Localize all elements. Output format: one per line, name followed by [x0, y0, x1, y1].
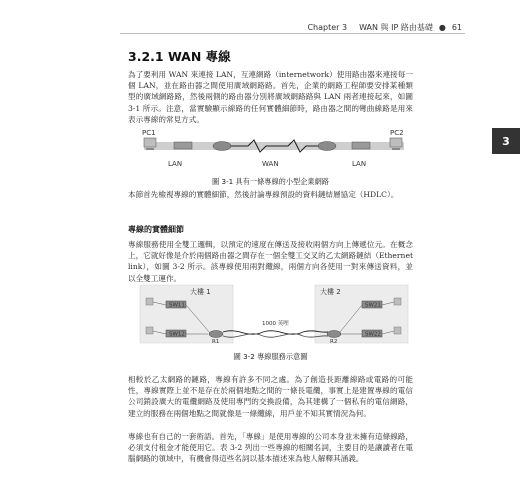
- paragraph-section-overview: 本節首先檢視專線的實體細節，然後討論專線預設的資料鏈結層協定（HDLC）。: [128, 190, 399, 199]
- pc-icon: [146, 298, 153, 305]
- lan-left-label: LAN: [168, 160, 183, 168]
- sw22-label: SW22: [365, 331, 381, 338]
- pc-icon: [146, 327, 153, 334]
- r1-label: R1: [212, 339, 220, 345]
- building-2-label: 大樓 2: [320, 288, 341, 296]
- building-1-label: 大樓 1: [190, 288, 211, 296]
- pc1-label: PC1: [142, 129, 156, 137]
- section-title: 3.2.1 WAN 專線: [128, 49, 231, 64]
- paragraph-intro: 為了要利用 WAN 來連接 LAN，互連網路（internetwork）使用路由器來連接每一個 LAN，並在路由器之間使用廣域網路路。首先，企業的網路工程師要安排某種類型的廣域網路路，然後兩側的路由器分別將廣域網路路與 LAN 兩者連接起來，如圖 3-1 所示。注意，當實驗顯示線路的任何實體細節時，路由器之間的彎曲線路是用來表示專線的常見方式。: [128, 70, 413, 124]
- router-r2-icon: [327, 331, 341, 338]
- page-number: 61: [451, 23, 462, 32]
- sw11-label: SW11: [169, 302, 185, 309]
- pc-icon: [394, 327, 401, 334]
- paragraph-full-duplex: 專線服務使用全雙工邏輯，以預定的速度在傳送及接收兩個方向上傳遞位元。在概念上，它就好像是介於兩個路由器之間存在一個全雙工交叉的乙太網路鏈結（Ethernet link），如圖 3-2 所示。該專線使用兩對纜線，兩個方向各使用一對來傳送資料，並以全雙工運作。: [128, 240, 413, 283]
- router-r1-icon: [209, 331, 223, 338]
- leased-cable-icon: [223, 331, 328, 335]
- switch-right-icon: [352, 142, 370, 149]
- bullet-icon: ●: [438, 23, 446, 32]
- chapter-title: WAN 與 IP 路由基礎: [359, 23, 433, 32]
- header-rule: [120, 33, 465, 34]
- router-left-icon: [213, 142, 231, 151]
- paragraph-comparison: 相較於乙太網路的鏈路，專線有許多不同之處。為了創造長距離線路或電路的可能性，專線實際上並不是存在於兩個地點之間的一條長電纜，事實上是建置專線的電信公司銷設廣大的電纜網路及使用專門的交換設備，為其建構了一個私有的電信網路，建立的服務在兩個地點之間就像是一條纜線，用戶並不知其實情況為何。: [128, 375, 413, 418]
- subheading-physical-details: 專線的實體細節: [128, 225, 184, 234]
- wan-label: WAN: [262, 160, 279, 168]
- sw21-label: SW21: [365, 302, 381, 309]
- figure-3-1-caption: 圖 3-1 具有一條專線的小型企業網路: [212, 177, 329, 186]
- figure-3-2-caption: 圖 3-2 專線服務示意圖: [233, 352, 308, 361]
- pc-icon: [394, 298, 401, 305]
- lan-right-label: LAN: [352, 160, 367, 168]
- sw12-label: SW12: [169, 331, 185, 338]
- switch-left-icon: [174, 142, 192, 149]
- router-right-icon: [318, 142, 336, 151]
- chapter-label: Chapter 3: [307, 23, 348, 32]
- figure-3-2: [138, 283, 410, 347]
- paragraph-terminology: 專線也有自己的一套術語。首先，「專線」是使用專線的公司本身並未擁有這條線路，必須支付租金才能使用它。表 3-2 列出一些專線的相關名詞，主要目的是讓讀者在電腦網路的領域中，有機會得這些名詞以基本描述來為他人解釋其涵義。: [128, 432, 413, 464]
- figure-3-1: [138, 124, 410, 172]
- chapter-tab: 3: [492, 128, 520, 154]
- r2-label: R2: [330, 339, 338, 345]
- pc2-label: PC2: [390, 129, 404, 137]
- distance-label: 1000 英哩: [262, 321, 289, 327]
- running-header: [307, 22, 462, 33]
